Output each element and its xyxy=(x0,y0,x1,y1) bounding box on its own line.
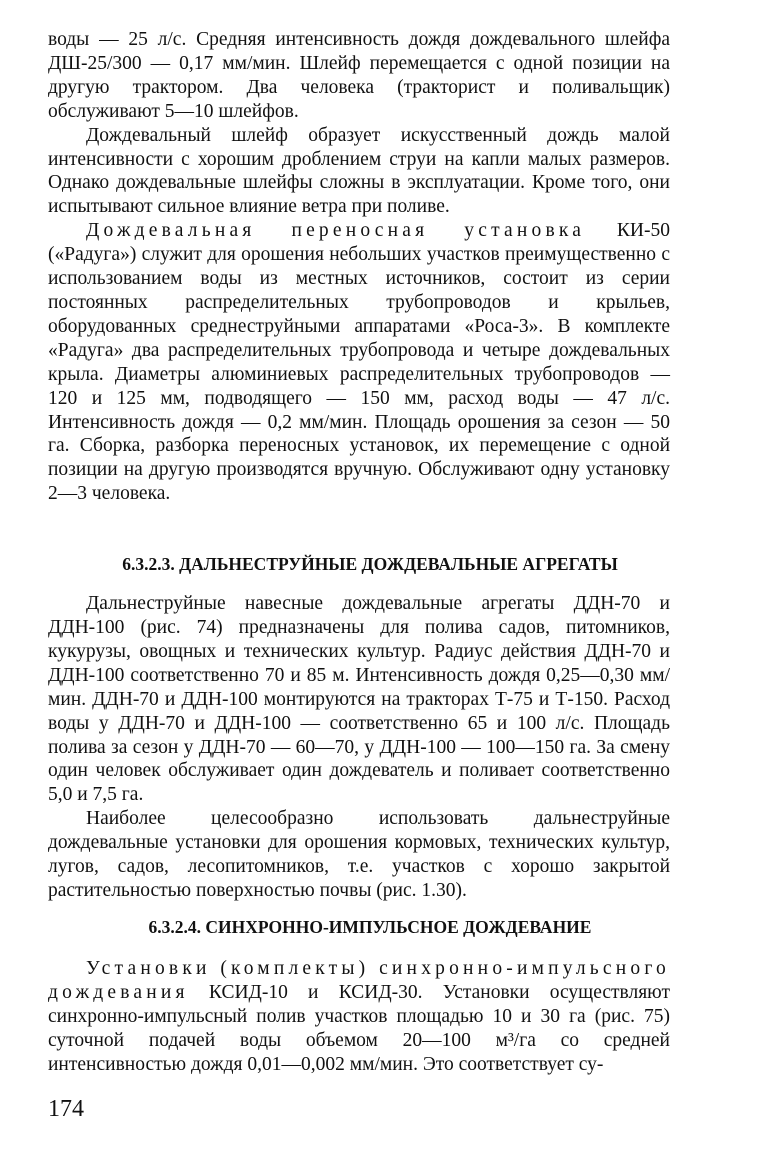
section-heading-6-3-2-3: 6.3.2.3. ДАЛЬНЕСТРУЙНЫЕ ДОЖДЕВАЛЬНЫЕ АГРЕГАТЫ xyxy=(122,554,618,575)
paragraph-ki50 xyxy=(48,219,670,506)
page-number: 174 xyxy=(48,1096,84,1122)
spaced-term: Дождевальная переносная установка xyxy=(86,220,586,242)
paragraph-ddn: Дальнеструйные навесные дождевальные агрегаты ДДН-70 и ДДН-100 (рис. 74) предназначены для полива садов, питомников, кукурузы, овощных и технических культур. Радиус действия ДДН-70 и ДДН-100 соответственно 70 и 85 м. Интенсивность дождя 0,25—0,30 мм/мин. ДДН-70 и ДДН-100 монтируются на тракторах Т-75 и Т-150. Расход воды у ДДН-70 и ДДН-100 — соответственно 65 и 100 л/с. Площадь полива за сезон у ДДН-70 — 60—70, у ДДН-100 — 100—150 га. За смену один человек обслуживает один дождеватель и поливает соответственно 5,0 и 7,5 га. xyxy=(48,593,670,806)
paragraph-recommendation: Наиболее целесообразно использовать дальнеструйные дождевальные установки для орошения кормовых, технических культур, лугов, садов, лесопитомников, т.е. участков с хорошо закрытой растительностью поверхностью почвы (рис. 1.30). xyxy=(48,808,670,901)
paragraph-ksid-text: КСИД-10 и КСИД-30. Установки осуществляют синхронно-импульсный полив участков площадью 10 и 30 га (рис. 75) суточной подачей воды объемом 20—100 м³/га со средней интенсивностью дождя 0,01—0,002 мм/мин. Это соответствует су- xyxy=(48,981,670,1075)
paragraph-sprinkler-loop: Дождевальный шлейф образует искусственный дождь малой интенсивности с хорошим дроблением струи на капли малых размеров. Однако дождевальные шлейфы сложны в эксплуатации. Кроме того, они испытывают сильное влияние ветра при поливе. xyxy=(48,124,670,218)
page-body xyxy=(48,28,670,1076)
spaced-term: Установки (комплекты) синхронно-импульсного дождевания xyxy=(48,957,670,1003)
paragraph-continuation: воды — 25 л/с. Средняя интенсивность дождя дождевального шлейфа ДШ-25/300 — 0,17 мм/мин. Шлейф перемещается с одной позиции на другую трактором. Два человека (тракторист и поливальщик) обслуживают 5—10 шлейфов. xyxy=(48,29,670,122)
section-heading-6-3-2-4: 6.3.2.4. СИНХРОННО-ИМПУЛЬСНОЕ ДОЖДЕВАНИЕ xyxy=(148,916,592,937)
paragraph-ksid xyxy=(48,957,670,1077)
paragraph-ki50-text: КИ-50 («Радуга») служит для орошения небольших участков преимущественно с использованием воды из местных источников, состоит из серии постоянных распределительных трубопроводов и крыльев, оборудованных среднеструйными аппаратами «Роса-3». В комплекте «Радуга» два распределительных трубопровода и четыре дождевальных крыла. Диаметры алюминиевых распределительных трубопроводов — 120 и 125 мм, подводящего — 150 мм, расход воды — 47 л/с. Интенсивность дождя — 0,2 мм/мин. Площадь орошения за сезон — 50 га. Сборка, разборка переносных установок, их перемещение с одной позиции на другую производятся вручную. Обслуживают одну установку 2—3 человека. xyxy=(48,220,670,505)
